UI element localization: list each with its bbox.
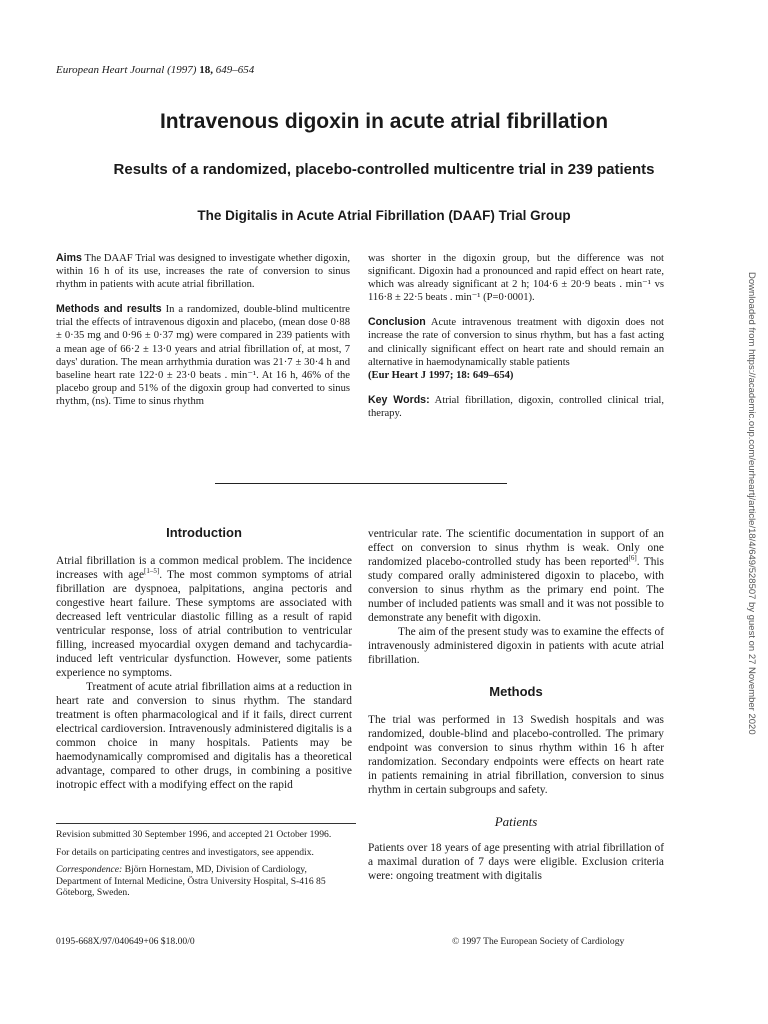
revision-note: Revision submitted 30 September 1996, and accepted 21 October 1996. xyxy=(56,829,332,840)
abstract-aims xyxy=(56,252,350,291)
abstract-right-column xyxy=(368,252,664,432)
section-divider xyxy=(215,483,507,484)
aims-label: Aims xyxy=(56,252,82,264)
aims-text: The DAAF Trial was designed to investigate whether digoxin, within 16 h of its use, increases the rate of conversion to sinus rhythm in patients with acute atrial fibrillation. xyxy=(56,253,350,291)
intro-p1-text: Atrial fibrillation is a common medical problem. The incidence increases with age xyxy=(56,555,352,581)
correspondence-note xyxy=(56,864,352,899)
download-watermark xyxy=(746,272,760,752)
abstract-citation: (Eur Heart J 1997; 18: 649–654) xyxy=(368,369,514,381)
download-watermark-text: Downloaded from https://academic.oup.com/eurheartj/article/18/4/649/528507 by guest on 27 November 2020 xyxy=(746,272,757,735)
abstract-left-column xyxy=(56,252,350,420)
methods-label: Methods and results xyxy=(56,303,162,316)
abstract-methods xyxy=(56,303,350,408)
intro-paragraph-2-continued xyxy=(368,527,664,625)
conclusion-text: Acute intravenous treatment with digoxin does not increase the rate of conversion to sinus rhythm, but has a fast acting and clinically significant effect on heart rate and should remain an alternative in haemodynamically stable patients xyxy=(368,317,664,368)
intro-paragraph-2: Treatment of acute atrial fibrillation aims at a reduction in heart rate and conversion to sinus rhythm. The standard treatment is often pharmacological and if it fails, direct current electrical cardioversion. Intravenously administered digitalis is a common choice in many hospitals. Patients may be haemodynamically compromised and digitalis has a theoretical advantage, compared to other drugs, in combining a positive inotropic effect with a modifying effect on the rapid xyxy=(56,681,352,791)
correspondence-label: Correspondence: xyxy=(56,864,123,876)
intro-paragraph-1 xyxy=(56,554,352,680)
keywords-text: Atrial fibrillation, digoxin, controlled clinical trial, therapy. xyxy=(368,394,665,419)
patients-heading: Patients xyxy=(494,814,538,829)
methods-heading: Methods xyxy=(489,684,543,699)
footer-code: 0195-668X/97/040649+06 $18.00/0 xyxy=(56,936,195,947)
methods-text: In a randomized, double-blind multicentre trial the effects of intravenous digoxin and placebo, (mean dose 0·88 ± 0·35 mg and 0·96 ± 0·37 mg) were compared in 239 patients with a mean age of 66·2 ± 13·0 years and atrial fibrillation of, at most, 7 days' duration. The mean arrhythmia duration was 21·7 ± 30·4 h and baseline heart rate 122·0 ± 23·0 beats . min⁻¹. At 16 h, 46% of the placebo group and 51% of the digoxin group had converted to sinus rhythm, (ns). Time to sinus rhythm xyxy=(56,304,350,407)
keywords-label: Key Words: xyxy=(368,393,430,406)
article-subtitle: Results of a randomized, placebo-controlled multicentre trial in 239 patients xyxy=(113,161,655,178)
article-title: Intravenous digoxin in acute atrial fibrillation xyxy=(159,110,609,133)
details-note: For details on participating centres and investigators, see appendix. xyxy=(56,846,314,858)
correspondence-text: Björn Hornestam, MD, Division of Cardiology, Department of Internal Medicine, Östra University Hospital, S-416 85 Göteborg, Sweden. xyxy=(56,864,326,899)
journal-citation xyxy=(56,64,254,76)
intro-p2-cont-text: ventricular rate. The scientific documentation in support of an effect on conversion to sinus rhythm is weak. Only one randomized placebo-controlled study has been reported xyxy=(368,528,664,568)
author-group: The Digitalis in Acute Atrial Fibrillation (DAAF) Trial Group xyxy=(197,208,571,223)
methods-text-continued: was shorter in the digoxin group, but the difference was not significant. Digoxin had a pronounced and rapid effect on heart rate, which was already significant at 2 h; 104·6 ± 20·9 beats . min⁻¹ vs 116·8 ± 22·5 beats . min⁻¹ (P=0·0001). xyxy=(368,253,664,304)
body-left-column xyxy=(56,526,352,792)
intro-ref-1-5: [1–5] xyxy=(144,567,160,576)
abstract-keywords xyxy=(368,394,664,420)
introduction-heading: Introduction xyxy=(166,525,242,540)
journal-volume: 18, xyxy=(199,64,213,76)
journal-year: (1997) xyxy=(164,64,200,76)
footer-copyright: © 1997 The European Society of Cardiology xyxy=(452,936,625,947)
methods-paragraph-1: The trial was performed in 13 Swedish hospitals and was randomized, double-blind and placebo-controlled. The primary endpoint was conversion to sinus rhythm within 16 h after randomization. Secondary endpoints were effects on heart rate in patients remaining in atrial fibrillation, conversion to sinus rhythm in certain subgroups and safety. xyxy=(368,714,664,796)
body-right-column xyxy=(368,527,664,883)
journal-pages: 649–654 xyxy=(212,64,255,76)
footnote-rule xyxy=(56,823,356,824)
abstract-conclusion xyxy=(368,316,664,381)
intro-p2-cont-text-b: . This study compared orally administered digoxin to placebo, with conversion to sinus rhythm as the primary end point. The number of included patients was small and it was not possible to demonstrate any benefit with digoxin. xyxy=(368,556,664,624)
intro-ref-6: [6] xyxy=(628,554,637,563)
intro-p1-text-b: . The most common symptoms of atrial fibrillation are dyspnoea, palpitations, angina pectoris and congestive heart failure. These symptoms are associated with decreased left ventricular diastolic filling as a result of rapid ventricular response, loss of atrial contribution to ventricular filling, increased myocardial oxygen demand and tachycardia-induced left ventricular dysfunction. However, some patients experience no symptoms. xyxy=(56,569,352,679)
intro-paragraph-3: The aim of the present study was to examine the effects of intravenously administered digoxin in patients with acute atrial fibrillation. xyxy=(368,626,664,666)
conclusion-label: Conclusion xyxy=(368,316,426,329)
footnotes xyxy=(56,829,352,905)
journal-name: European Heart Journal xyxy=(56,64,165,76)
patients-paragraph: Patients over 18 years of age presenting with atrial fibrillation of a maximal duration of 7 days were eligible. Exclusion criteria were: ongoing treatment with digitalis xyxy=(368,842,664,882)
